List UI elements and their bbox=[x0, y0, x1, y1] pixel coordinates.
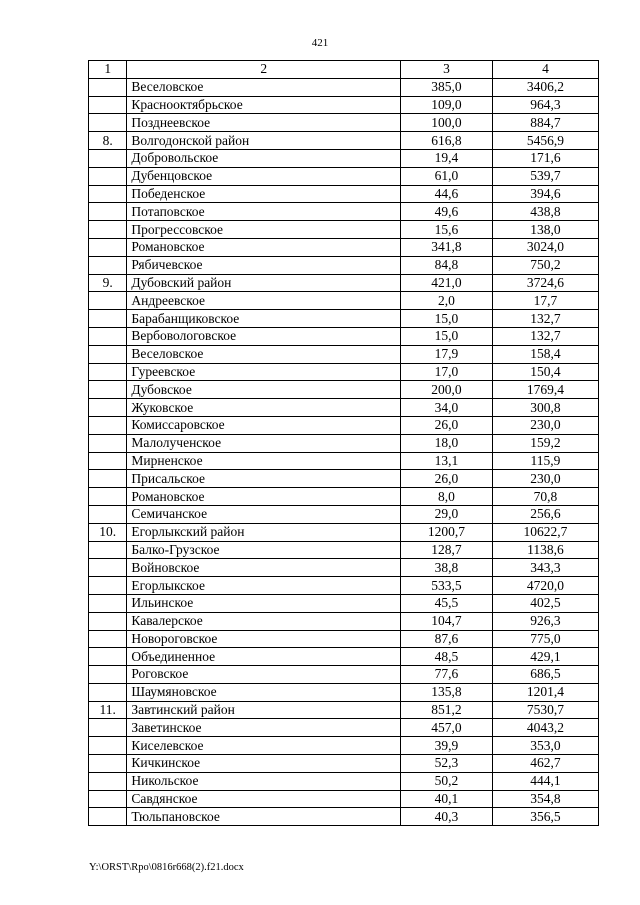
row-number-cell bbox=[89, 221, 127, 239]
name-cell: Потаповское bbox=[127, 203, 401, 221]
table-row bbox=[89, 541, 599, 559]
row-number-cell bbox=[89, 772, 127, 790]
table-row bbox=[89, 78, 599, 96]
row-number-cell: 8. bbox=[89, 132, 127, 150]
value-cell-4: 356,5 bbox=[492, 808, 598, 826]
table-row bbox=[89, 310, 599, 328]
value-cell-4: 3724,6 bbox=[492, 274, 598, 292]
row-number-cell bbox=[89, 238, 127, 256]
row-number-cell bbox=[89, 203, 127, 221]
table-row bbox=[89, 505, 599, 523]
row-number-cell bbox=[89, 434, 127, 452]
name-cell: Дубовское bbox=[127, 381, 401, 399]
name-cell: Гуреевское bbox=[127, 363, 401, 381]
row-number-cell bbox=[89, 416, 127, 434]
value-cell-3: 109,0 bbox=[401, 96, 493, 114]
name-cell: Барабанщиковское bbox=[127, 310, 401, 328]
row-number-cell bbox=[89, 381, 127, 399]
name-cell: Мирненское bbox=[127, 452, 401, 470]
table-row bbox=[89, 790, 599, 808]
name-cell: Завтинский район bbox=[127, 701, 401, 719]
table-row bbox=[89, 292, 599, 310]
column-header-2: 2 bbox=[127, 61, 401, 79]
value-cell-3: 17,9 bbox=[401, 345, 493, 363]
table-row bbox=[89, 399, 599, 417]
name-cell: Роговское bbox=[127, 666, 401, 684]
value-cell-3: 851,2 bbox=[401, 701, 493, 719]
value-cell-4: 354,8 bbox=[492, 790, 598, 808]
name-cell: Войновское bbox=[127, 559, 401, 577]
table-row bbox=[89, 648, 599, 666]
name-cell: Егорлыкский район bbox=[127, 523, 401, 541]
name-cell: Прогрессовское bbox=[127, 221, 401, 239]
value-cell-4: 10622,7 bbox=[492, 523, 598, 541]
table-row bbox=[89, 345, 599, 363]
name-cell: Малолученское bbox=[127, 434, 401, 452]
table-row bbox=[89, 630, 599, 648]
row-number-cell: 9. bbox=[89, 274, 127, 292]
value-cell-3: 39,9 bbox=[401, 737, 493, 755]
value-cell-3: 15,0 bbox=[401, 310, 493, 328]
name-cell: Веселовское bbox=[127, 78, 401, 96]
value-cell-3: 40,3 bbox=[401, 808, 493, 826]
row-number-cell: 10. bbox=[89, 523, 127, 541]
table-row bbox=[89, 701, 599, 719]
name-cell: Объединенное bbox=[127, 648, 401, 666]
value-cell-4: 462,7 bbox=[492, 755, 598, 773]
row-number-cell bbox=[89, 78, 127, 96]
value-cell-3: 15,0 bbox=[401, 327, 493, 345]
value-cell-4: 964,3 bbox=[492, 96, 598, 114]
name-cell: Романовское bbox=[127, 488, 401, 506]
row-number-cell bbox=[89, 185, 127, 203]
table-row bbox=[89, 96, 599, 114]
value-cell-4: 686,5 bbox=[492, 666, 598, 684]
row-number-cell bbox=[89, 114, 127, 132]
row-number-cell: 11. bbox=[89, 701, 127, 719]
table-row bbox=[89, 470, 599, 488]
row-number-cell bbox=[89, 577, 127, 595]
value-cell-3: 40,1 bbox=[401, 790, 493, 808]
value-cell-3: 128,7 bbox=[401, 541, 493, 559]
value-cell-3: 13,1 bbox=[401, 452, 493, 470]
value-cell-4: 150,4 bbox=[492, 363, 598, 381]
value-cell-3: 17,0 bbox=[401, 363, 493, 381]
table-row bbox=[89, 808, 599, 826]
value-cell-3: 421,0 bbox=[401, 274, 493, 292]
value-cell-4: 3406,2 bbox=[492, 78, 598, 96]
value-cell-4: 750,2 bbox=[492, 256, 598, 274]
name-cell: Семичанское bbox=[127, 505, 401, 523]
value-cell-3: 77,6 bbox=[401, 666, 493, 684]
table-row bbox=[89, 167, 599, 185]
row-number-cell bbox=[89, 345, 127, 363]
row-number-cell bbox=[89, 292, 127, 310]
name-cell: Киселевское bbox=[127, 737, 401, 755]
value-cell-3: 87,6 bbox=[401, 630, 493, 648]
table-row bbox=[89, 523, 599, 541]
column-header-1: 1 bbox=[89, 61, 127, 79]
table-row bbox=[89, 416, 599, 434]
row-number-cell bbox=[89, 399, 127, 417]
value-cell-4: 1138,6 bbox=[492, 541, 598, 559]
value-cell-4: 17,7 bbox=[492, 292, 598, 310]
table-row bbox=[89, 203, 599, 221]
row-number-cell bbox=[89, 666, 127, 684]
row-number-cell bbox=[89, 505, 127, 523]
value-cell-3: 52,3 bbox=[401, 755, 493, 773]
row-number-cell bbox=[89, 488, 127, 506]
value-cell-4: 353,0 bbox=[492, 737, 598, 755]
name-cell: Веселовское bbox=[127, 345, 401, 363]
row-number-cell bbox=[89, 594, 127, 612]
table-row bbox=[89, 666, 599, 684]
table-row bbox=[89, 452, 599, 470]
value-cell-4: 926,3 bbox=[492, 612, 598, 630]
row-number-cell bbox=[89, 363, 127, 381]
name-cell: Тюльпановское bbox=[127, 808, 401, 826]
name-cell: Дубенцовское bbox=[127, 167, 401, 185]
name-cell: Егорлыкское bbox=[127, 577, 401, 595]
value-cell-3: 341,8 bbox=[401, 238, 493, 256]
table-row bbox=[89, 256, 599, 274]
value-cell-4: 539,7 bbox=[492, 167, 598, 185]
value-cell-4: 884,7 bbox=[492, 114, 598, 132]
file-path-footer: Y:\ORST\Rpo\0816r668(2).f21.docx bbox=[89, 862, 244, 873]
table-row bbox=[89, 149, 599, 167]
value-cell-4: 300,8 bbox=[492, 399, 598, 417]
value-cell-3: 50,2 bbox=[401, 772, 493, 790]
table-row bbox=[89, 559, 599, 577]
value-cell-3: 15,6 bbox=[401, 221, 493, 239]
table-row bbox=[89, 488, 599, 506]
column-header-3: 3 bbox=[401, 61, 493, 79]
value-cell-3: 616,8 bbox=[401, 132, 493, 150]
table-row bbox=[89, 719, 599, 737]
row-number-cell bbox=[89, 648, 127, 666]
value-cell-3: 49,6 bbox=[401, 203, 493, 221]
value-cell-3: 2,0 bbox=[401, 292, 493, 310]
name-cell: Андреевское bbox=[127, 292, 401, 310]
row-number-cell bbox=[89, 256, 127, 274]
table-row bbox=[89, 755, 599, 773]
value-cell-4: 3024,0 bbox=[492, 238, 598, 256]
column-header-4: 4 bbox=[492, 61, 598, 79]
value-cell-3: 34,0 bbox=[401, 399, 493, 417]
value-cell-3: 533,5 bbox=[401, 577, 493, 595]
name-cell: Жуковское bbox=[127, 399, 401, 417]
value-cell-4: 5456,9 bbox=[492, 132, 598, 150]
value-cell-4: 138,0 bbox=[492, 221, 598, 239]
name-cell: Позднеевское bbox=[127, 114, 401, 132]
row-number-cell bbox=[89, 559, 127, 577]
value-cell-3: 104,7 bbox=[401, 612, 493, 630]
name-cell: Кичкинское bbox=[127, 755, 401, 773]
row-number-cell bbox=[89, 96, 127, 114]
name-cell: Никольское bbox=[127, 772, 401, 790]
value-cell-4: 70,8 bbox=[492, 488, 598, 506]
row-number-cell bbox=[89, 755, 127, 773]
name-cell: Победенское bbox=[127, 185, 401, 203]
value-cell-4: 158,4 bbox=[492, 345, 598, 363]
name-cell: Савдянское bbox=[127, 790, 401, 808]
table-row bbox=[89, 221, 599, 239]
value-cell-4: 429,1 bbox=[492, 648, 598, 666]
table-row bbox=[89, 238, 599, 256]
table-row bbox=[89, 683, 599, 701]
row-number-cell bbox=[89, 612, 127, 630]
value-cell-3: 48,5 bbox=[401, 648, 493, 666]
value-cell-3: 44,6 bbox=[401, 185, 493, 203]
row-number-cell bbox=[89, 452, 127, 470]
row-number-cell bbox=[89, 327, 127, 345]
name-cell: Вербовологовское bbox=[127, 327, 401, 345]
row-number-cell bbox=[89, 630, 127, 648]
row-number-cell bbox=[89, 808, 127, 826]
value-cell-3: 18,0 bbox=[401, 434, 493, 452]
name-cell: Заветинское bbox=[127, 719, 401, 737]
name-cell: Волгодонской район bbox=[127, 132, 401, 150]
value-cell-4: 7530,7 bbox=[492, 701, 598, 719]
value-cell-4: 230,0 bbox=[492, 470, 598, 488]
value-cell-4: 1769,4 bbox=[492, 381, 598, 399]
data-table bbox=[88, 60, 599, 826]
name-cell: Комиссаровское bbox=[127, 416, 401, 434]
value-cell-3: 8,0 bbox=[401, 488, 493, 506]
value-cell-4: 4720,0 bbox=[492, 577, 598, 595]
value-cell-4: 4043,2 bbox=[492, 719, 598, 737]
table-row bbox=[89, 363, 599, 381]
row-number-cell bbox=[89, 683, 127, 701]
row-number-cell bbox=[89, 737, 127, 755]
name-cell: Кавалерское bbox=[127, 612, 401, 630]
row-number-cell bbox=[89, 470, 127, 488]
table-row bbox=[89, 594, 599, 612]
value-cell-4: 115,9 bbox=[492, 452, 598, 470]
value-cell-3: 26,0 bbox=[401, 416, 493, 434]
value-cell-3: 61,0 bbox=[401, 167, 493, 185]
value-cell-3: 100,0 bbox=[401, 114, 493, 132]
row-number-cell bbox=[89, 310, 127, 328]
name-cell: Краснооктябрьское bbox=[127, 96, 401, 114]
table-row bbox=[89, 434, 599, 452]
row-number-cell bbox=[89, 149, 127, 167]
row-number-cell bbox=[89, 719, 127, 737]
value-cell-3: 200,0 bbox=[401, 381, 493, 399]
page-number: 421 bbox=[311, 37, 329, 49]
value-cell-3: 26,0 bbox=[401, 470, 493, 488]
table-row bbox=[89, 114, 599, 132]
name-cell: Рябичевское bbox=[127, 256, 401, 274]
name-cell: Новороговское bbox=[127, 630, 401, 648]
table-row bbox=[89, 274, 599, 292]
table-row bbox=[89, 577, 599, 595]
value-cell-4: 775,0 bbox=[492, 630, 598, 648]
row-number-cell bbox=[89, 541, 127, 559]
value-cell-3: 45,5 bbox=[401, 594, 493, 612]
value-cell-4: 132,7 bbox=[492, 310, 598, 328]
value-cell-4: 444,1 bbox=[492, 772, 598, 790]
name-cell: Шаумяновское bbox=[127, 683, 401, 701]
value-cell-4: 402,5 bbox=[492, 594, 598, 612]
value-cell-4: 132,7 bbox=[492, 327, 598, 345]
value-cell-4: 343,3 bbox=[492, 559, 598, 577]
value-cell-4: 256,6 bbox=[492, 505, 598, 523]
table-row bbox=[89, 327, 599, 345]
value-cell-3: 135,8 bbox=[401, 683, 493, 701]
value-cell-3: 19,4 bbox=[401, 149, 493, 167]
value-cell-4: 394,6 bbox=[492, 185, 598, 203]
table-row bbox=[89, 132, 599, 150]
name-cell: Дубовский район bbox=[127, 274, 401, 292]
row-number-cell bbox=[89, 167, 127, 185]
table-row bbox=[89, 612, 599, 630]
table-row bbox=[89, 381, 599, 399]
value-cell-4: 438,8 bbox=[492, 203, 598, 221]
value-cell-3: 457,0 bbox=[401, 719, 493, 737]
name-cell: Романовское bbox=[127, 238, 401, 256]
value-cell-3: 38,8 bbox=[401, 559, 493, 577]
value-cell-3: 29,0 bbox=[401, 505, 493, 523]
value-cell-3: 84,8 bbox=[401, 256, 493, 274]
value-cell-4: 1201,4 bbox=[492, 683, 598, 701]
row-number-cell bbox=[89, 790, 127, 808]
value-cell-3: 1200,7 bbox=[401, 523, 493, 541]
table-row bbox=[89, 185, 599, 203]
table-header-row bbox=[89, 61, 599, 79]
table-row bbox=[89, 772, 599, 790]
name-cell: Добровольское bbox=[127, 149, 401, 167]
name-cell: Присальское bbox=[127, 470, 401, 488]
value-cell-3: 385,0 bbox=[401, 78, 493, 96]
value-cell-4: 230,0 bbox=[492, 416, 598, 434]
name-cell: Ильинское bbox=[127, 594, 401, 612]
table-row bbox=[89, 737, 599, 755]
value-cell-4: 171,6 bbox=[492, 149, 598, 167]
name-cell: Балко-Грузское bbox=[127, 541, 401, 559]
value-cell-4: 159,2 bbox=[492, 434, 598, 452]
